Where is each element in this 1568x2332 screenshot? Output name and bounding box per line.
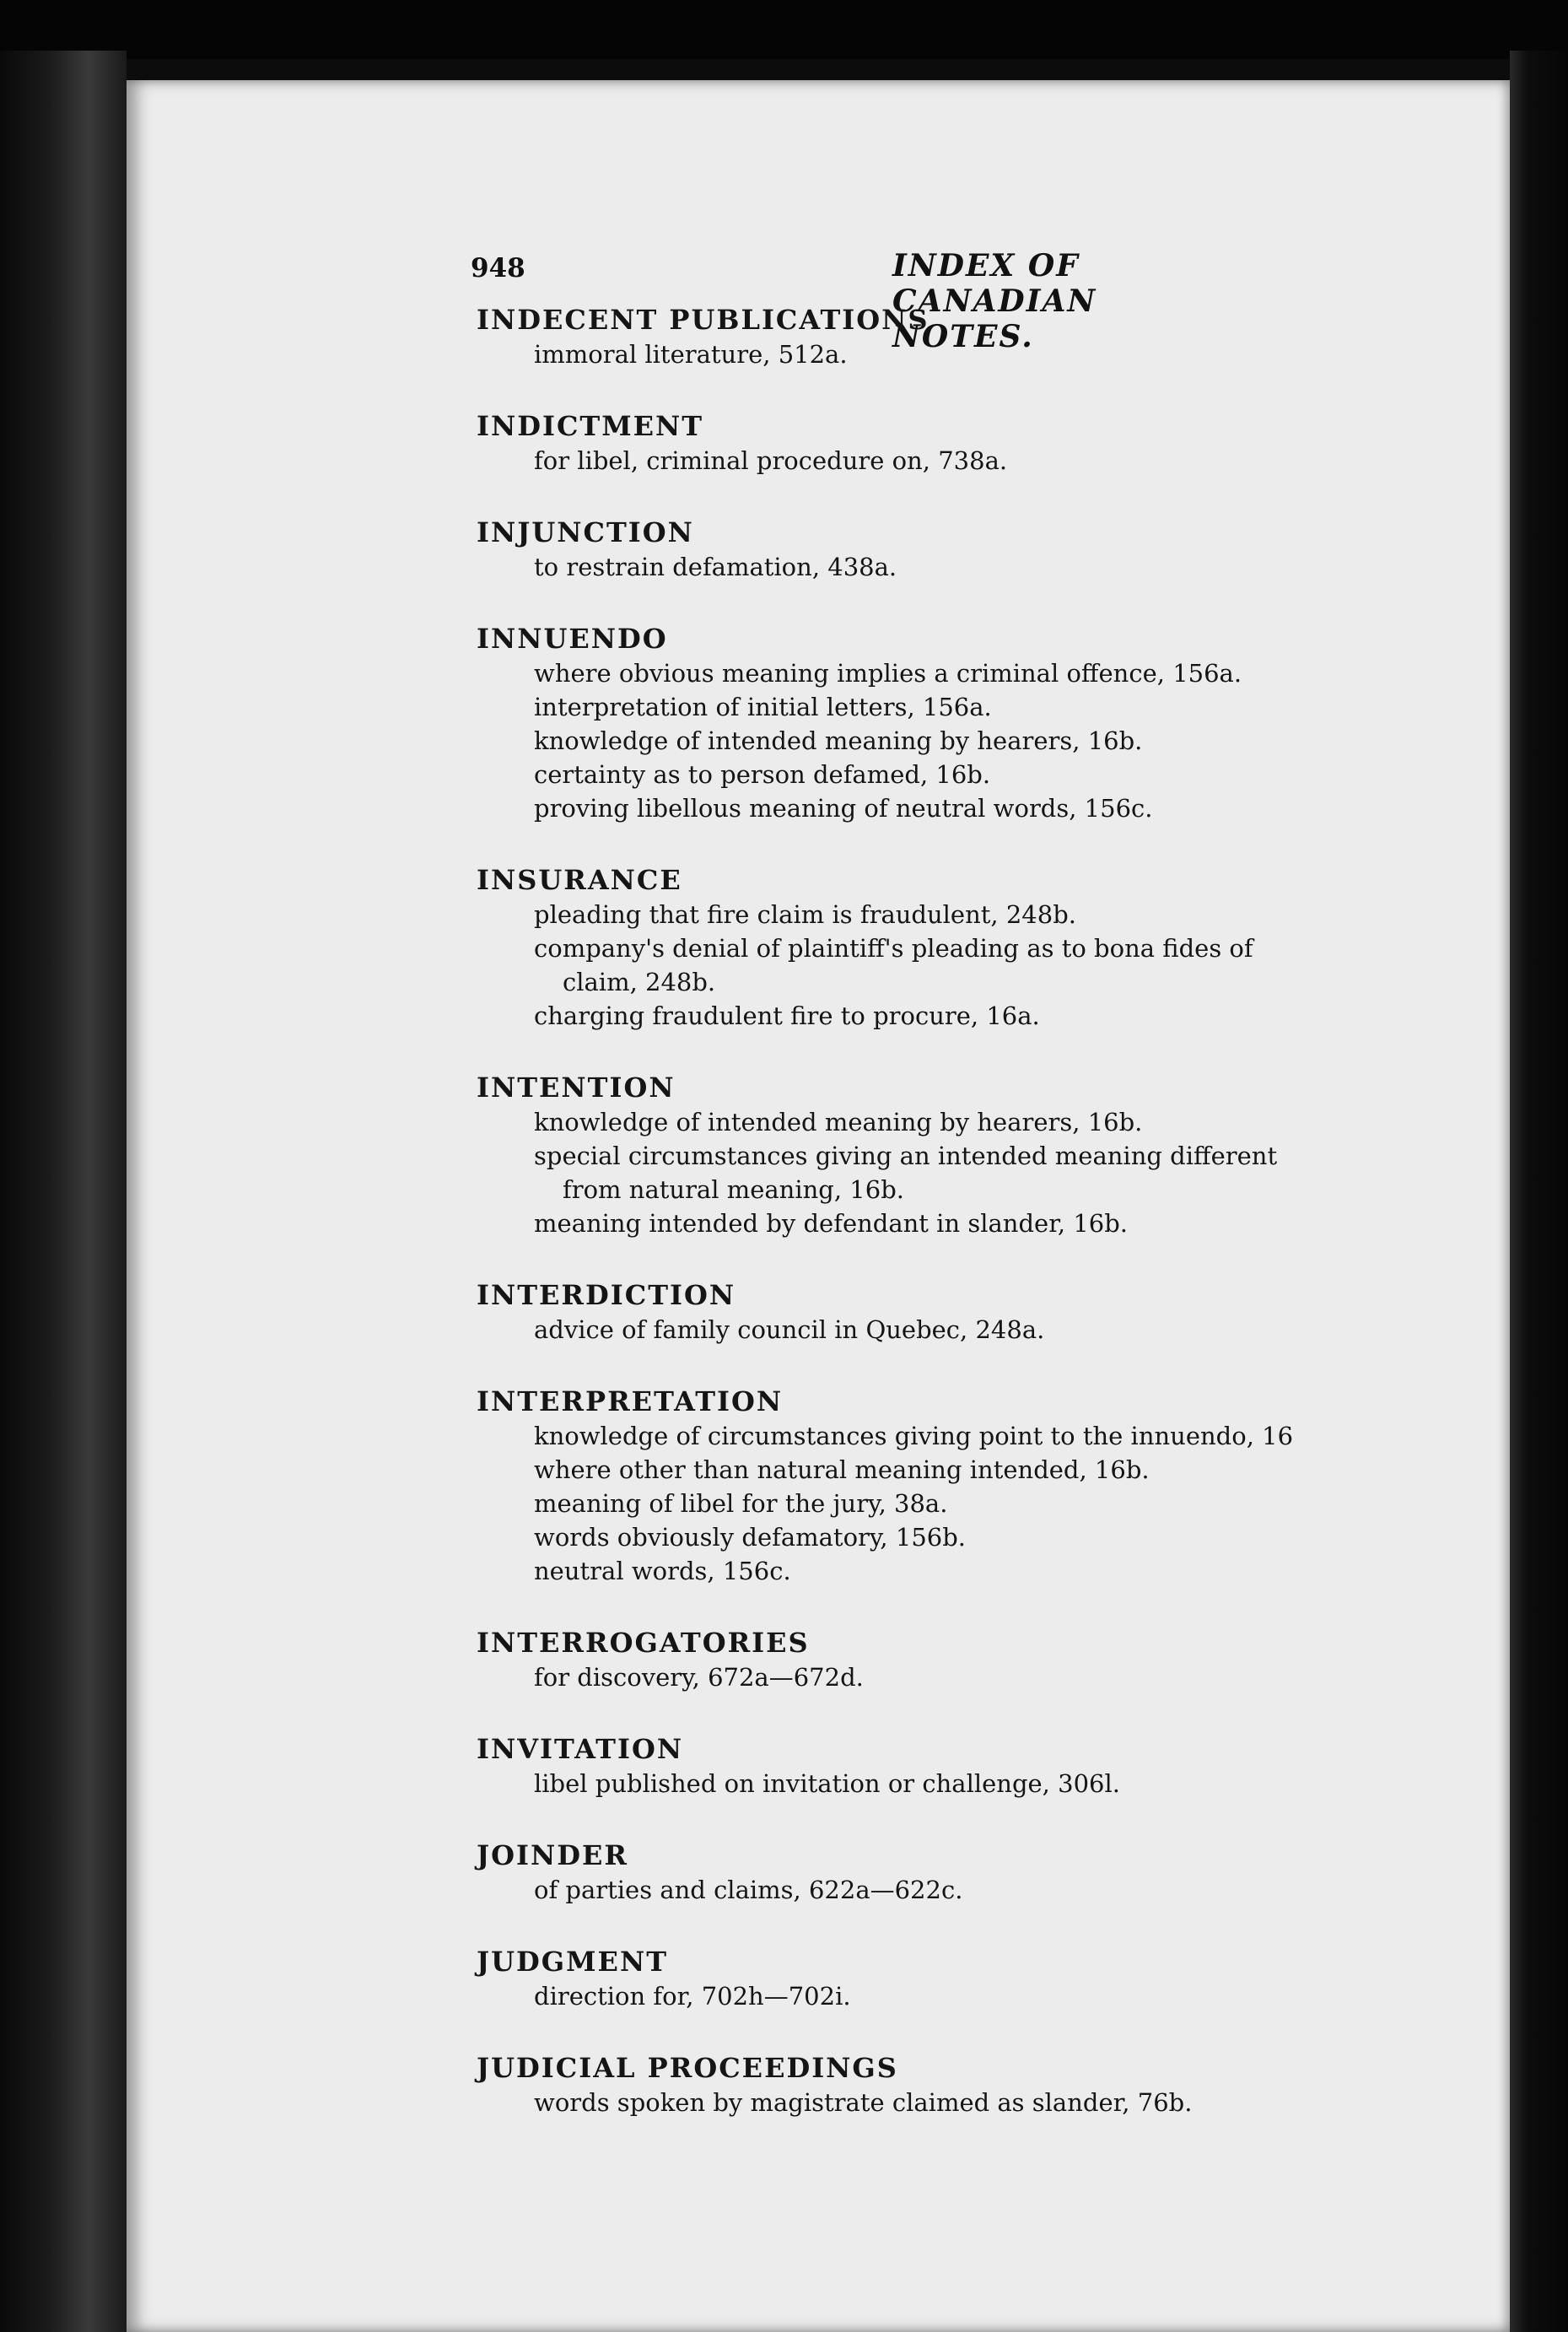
entry-item: words obviously defamatory, 156b. [534,1523,967,1552]
running-title: INDEX OF CANADIAN NOTES. [892,248,1097,354]
entry-item: knowledge of circumstances giving point to the innuendo, 16 [534,1422,1294,1450]
entry-item: advice of family council in Quebec, 248a. [534,1315,1045,1344]
entry-heading: INDICTMENT [477,410,704,442]
index-entry [477,302,1396,371]
index-entry [477,1838,1396,1907]
index-entry [477,621,1396,825]
index-entry [477,1731,1396,1800]
entry-heading: INTENTION [477,1072,676,1104]
entry-item: to restrain defamation, 438a. [534,553,897,581]
entry-item: immoral literature, 512a. [534,340,848,369]
index-entries [477,302,1396,2157]
entry-heading: INTERROGATORIES [477,1627,810,1659]
entry-item: proving libellous meaning of neutral words, 156c. [534,794,1153,823]
book-spine-edge [0,51,127,2332]
facing-page-edge [1510,51,1568,2332]
entry-item: interpretation of initial letters, 156a. [534,693,992,721]
entry-heading: INJUNCTION [477,516,694,548]
index-entry [477,1625,1396,1694]
entry-item: knowledge of intended meaning by hearers, 16b. [534,726,1143,755]
index-entry [477,862,1396,1033]
index-entry [477,515,1396,584]
entry-heading: JOINDER [477,1839,628,1871]
scan-top-border [0,0,1568,59]
entry-item: charging fraudulent fire to procure, 16a. [534,1001,1040,1030]
entry-item: of parties and claims, 622a—622c. [534,1876,963,1904]
entry-heading: INNUENDO [477,623,668,655]
entry-heading: INTERPRETATION [477,1385,784,1417]
entry-item: libel published on invitation or challenge, 306l. [534,1769,1120,1798]
entry-item: direction for, 702h—702i. [534,1982,851,2011]
entry-item-continuation: claim, 248b. [563,968,716,996]
entry-item: for libel, criminal procedure on, 738a. [534,446,1008,475]
entry-heading: JUDICIAL PROCEEDINGS [477,2052,898,2084]
entry-item: pleading that fire claim is fraudulent, 248b. [534,900,1076,929]
index-entry [477,1944,1396,2013]
index-entry [477,408,1396,478]
page-number: 948 [471,253,525,283]
index-entry [477,1384,1396,1588]
entry-heading: INTERDICTION [477,1279,736,1311]
entry-item: special circumstances giving an intended meaning different [534,1142,1278,1170]
entry-item: meaning of libel for the jury, 38a. [534,1489,948,1518]
entry-heading: INVITATION [477,1733,684,1765]
entry-item: neutral words, 156c. [534,1557,791,1585]
entry-heading: INDECENT PUBLICATIONS [477,304,929,336]
entry-item: knowledge of intended meaning by hearers, 16b. [534,1108,1143,1136]
index-entry [477,2050,1396,2119]
entry-item: certainty as to person defamed, 16b. [534,760,991,789]
index-entry [477,1277,1396,1347]
index-entry [477,1070,1396,1240]
entry-heading: INSURANCE [477,864,682,896]
entry-item: where other than natural meaning intended, 16b. [534,1455,1150,1484]
entry-item: for discovery, 672a—672d. [534,1663,864,1692]
entry-heading: JUDGMENT [477,1946,668,1978]
entry-item: where obvious meaning implies a criminal offence, 156a. [534,659,1242,688]
entry-item: meaning intended by defendant in slander, 16b. [534,1209,1129,1238]
entry-item-continuation: from natural meaning, 16b. [563,1175,904,1204]
entry-item: words spoken by magistrate claimed as slander, 76b. [534,2088,1193,2117]
entry-item: company's denial of plaintiff's pleading as to bona fides of [534,934,1253,963]
